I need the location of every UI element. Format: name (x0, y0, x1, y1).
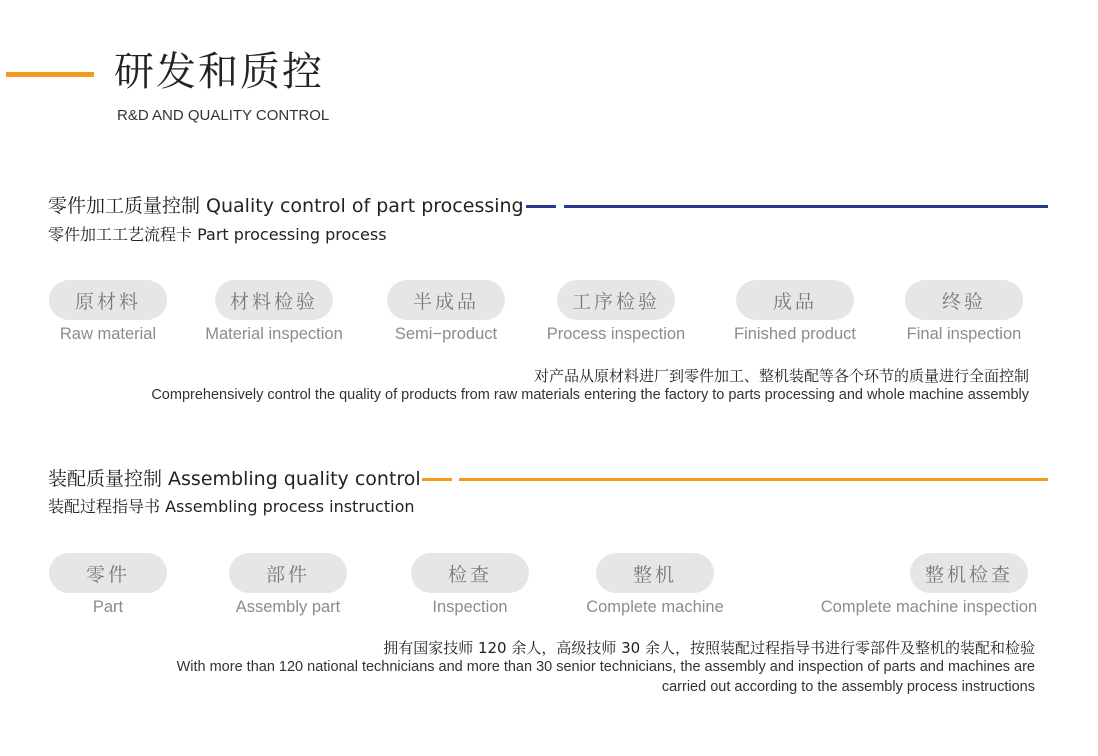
section2-title: 装配质量控制 Assembling quality control (48, 468, 421, 490)
section1-description-cn: 对产品从原材料进厂到零件加工、整机装配等各个环节的质量进行全面控制 (533, 367, 1029, 385)
step-pill-finished-product: 成品 (736, 280, 854, 320)
step-label-semi-product: Semi−product (394, 325, 498, 343)
page-subtitle: R&D AND QUALITY CONTROL (117, 107, 330, 124)
section2-description-en-line1: With more than 120 national technicians and more than 30 senior technicians, the assembly and inspection of parts and machines are (176, 659, 1035, 675)
step-pill-raw-material: 原材料 (49, 280, 167, 320)
step-label-finished-product: Finished product (734, 325, 856, 343)
header-accent-bar (6, 72, 94, 77)
section2-divider-short (422, 478, 452, 481)
step-label-raw-material: Raw material (59, 325, 157, 343)
section2-description-en-line2: carried out according to the assembly process instructions (661, 679, 1035, 695)
section1-title: 零件加工质量控制 Quality control of part processing (48, 195, 524, 217)
step-label-inspection: Inspection (432, 598, 508, 616)
step-pill-complete-machine-inspection: 整机检查 (910, 553, 1028, 593)
step-pill-assembly-part: 部件 (229, 553, 347, 593)
step-pill-complete-machine: 整机 (596, 553, 714, 593)
step-pill-semi-product: 半成品 (387, 280, 505, 320)
step-label-final-inspection: Final inspection (906, 325, 1022, 343)
section1-subtitle: 零件加工工艺流程卡 Part processing process (48, 225, 387, 244)
step-pill-inspection: 检查 (411, 553, 529, 593)
page-title: 研发和质控 (114, 49, 324, 95)
step-label-complete-machine-inspection: Complete machine inspection (820, 598, 1038, 616)
step-label-complete-machine: Complete machine (586, 598, 724, 616)
step-pill-material-inspection: 材料检验 (215, 280, 333, 320)
step-label-assembly-part: Assembly part (235, 598, 341, 616)
section2-divider-long (459, 478, 1048, 481)
step-pill-process-inspection: 工序检验 (557, 280, 675, 320)
section1-divider-long (564, 205, 1048, 208)
step-label-process-inspection: Process inspection (546, 325, 686, 343)
section2-subtitle: 装配过程指导书 Assembling process instruction (48, 497, 415, 516)
step-pill-part: 零件 (49, 553, 167, 593)
step-label-part: Part (92, 598, 124, 616)
step-label-material-inspection: Material inspection (205, 325, 343, 343)
section1-divider-short (526, 205, 556, 208)
section2-description-cn: 拥有国家技师 120 余人，高级技师 30 余人，按照装配过程指导书进行零部件及整机的装配和检验 (383, 639, 1035, 657)
section1-description-en: Comprehensively control the quality of products from raw materials entering the factory to parts processing and whole machine assembly (151, 387, 1029, 403)
step-pill-final-inspection: 终验 (905, 280, 1023, 320)
